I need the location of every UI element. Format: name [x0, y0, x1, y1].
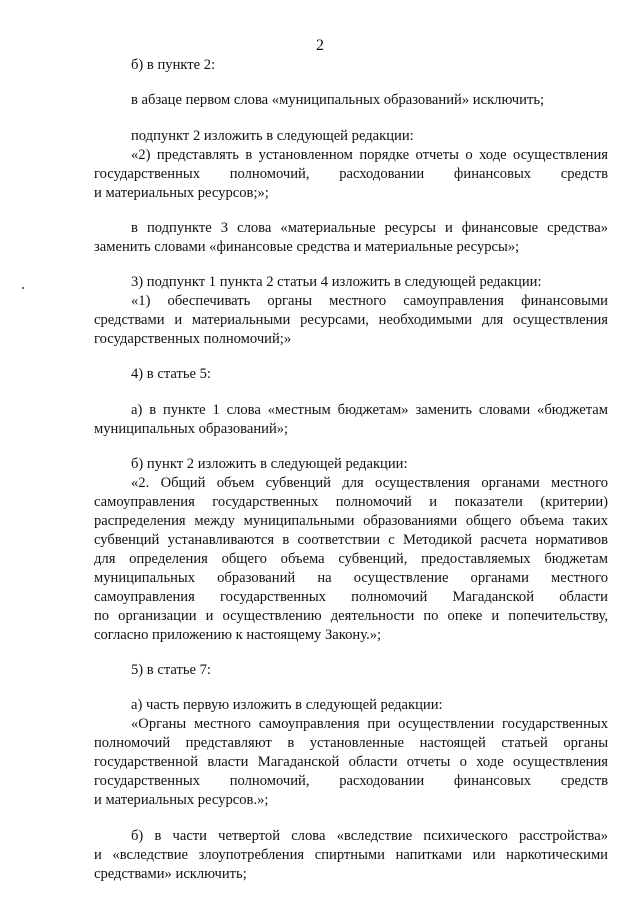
text-line: 4) в статье 5:	[131, 366, 211, 382]
text-line: а) часть первую изложить в следующей редакции:	[131, 697, 443, 713]
text-line: и «вследствие злоупотребления спиртными напитками или наркотическими	[94, 847, 608, 863]
text-line: и материальных ресурсов;»;	[94, 185, 269, 201]
text-line: б) в пункте 2:	[131, 57, 216, 73]
text-line: самоуправления государственных полномочий Магаданской области	[94, 589, 608, 605]
text-line: государственных полномочий, расходовании финансовых средств	[94, 773, 608, 789]
text-line: субвенций устанавливаются в соответствии с Методикой расчета нормативов	[94, 532, 608, 548]
text-line: средствами» исключить;	[94, 866, 247, 882]
text-line: государственной власти Магаданской области отчеты о ходе осуществления	[94, 754, 608, 770]
text-line: заменить словами «финансовые средства и материальные ресурсы»;	[94, 239, 520, 255]
text-line: муниципальных образований»;	[94, 421, 289, 437]
text-line: 5) в статье 7:	[131, 662, 211, 678]
text-line: средствами и материальными ресурсами, необходимыми для осуществления	[94, 312, 608, 328]
text-line: распределения между муниципальными образованиями общего объема таких	[94, 513, 608, 529]
text-line: муниципальных образований на осуществление органами местного	[94, 570, 608, 586]
text-line: «2. Общий объем субвенций для осуществления органами местного	[131, 475, 608, 491]
text-line: самоуправления государственных полномочий и показатели (критерии)	[94, 494, 608, 510]
text-line: а) в пункте 1 слова «местным бюджетам» заменить словами «бюджетам	[131, 402, 608, 418]
text-line: полномочий представляют в установленные настоящей статьей органы	[94, 735, 608, 751]
margin-dot	[22, 287, 24, 289]
text-line: государственных полномочий, расходовании финансовых средств	[94, 166, 608, 182]
text-line: для определения общего объема субвенций, предоставляемых бюджетам	[94, 551, 608, 567]
text-line: «2) представлять в установленном порядке отчеты о ходе осуществления	[131, 147, 608, 163]
text-line: государственных полномочий;»	[94, 331, 292, 347]
text-line: б) пункт 2 изложить в следующей редакции:	[131, 456, 408, 472]
text-line: и материальных ресурсов.»;	[94, 792, 269, 808]
text-line: «Органы местного самоуправления при осуществлении государственных	[131, 716, 608, 732]
text-line: подпункт 2 изложить в следующей редакции:	[131, 128, 414, 144]
text-line: 3) подпункт 1 пункта 2 статьи 4 изложить в следующей редакции:	[131, 274, 542, 290]
page-number: 2	[316, 37, 324, 54]
text-line: согласно приложению к настоящему Закону.»;	[94, 627, 382, 643]
text-line: по организации и осуществлению деятельности по опеке и попечительству,	[94, 608, 608, 624]
text-line: в подпункте 3 слова «материальные ресурсы и финансовые средства»	[131, 220, 608, 236]
text-line: б) в части четвертой слова «вследствие психического расстройства»	[131, 828, 608, 844]
text-line: в абзаце первом слова «муниципальных образований» исключить;	[131, 92, 545, 108]
text-line: «1) обеспечивать органы местного самоуправления финансовыми	[131, 293, 608, 309]
